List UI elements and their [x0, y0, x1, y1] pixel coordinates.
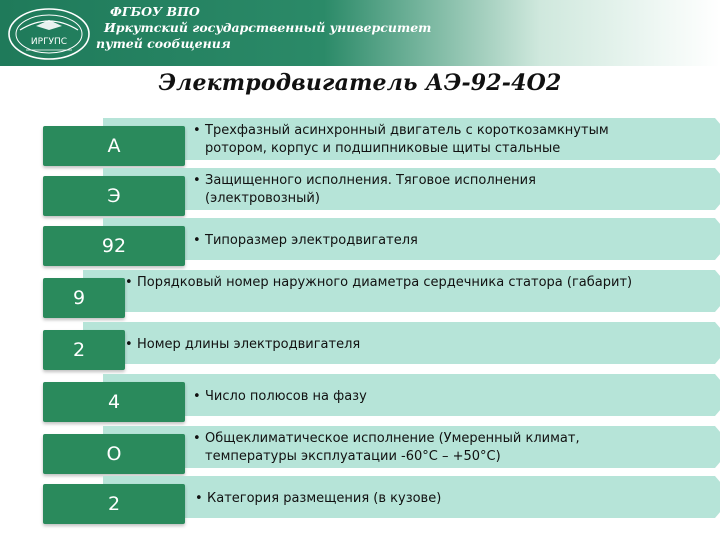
row-text: Общеклиматическое исполнение (Умеренный климат, температуры эксплуатации -60°С – +50°С) — [205, 431, 580, 464]
bullet-icon: • — [193, 173, 201, 188]
row-text: Трехфазный асинхронный двигатель с короткозамкнутым ротором, корпус и подшипниковые щиты стальные — [205, 123, 609, 156]
row-description — [193, 172, 593, 208]
row-code: 4 — [43, 382, 185, 422]
university-logo-icon — [6, 6, 92, 62]
row-text: Категория размещения (в кузове) — [207, 491, 442, 506]
row-text: Порядковый номер наружного диаметра сердечника статора (габарит) — [137, 275, 633, 290]
bullet-icon: • — [125, 337, 133, 352]
decode-row — [43, 374, 693, 424]
row-description — [125, 336, 645, 354]
decode-row — [43, 322, 693, 372]
row-code: А — [43, 126, 185, 166]
row-description — [193, 122, 673, 158]
row-description — [193, 388, 673, 406]
row-text: Типоразмер электродвигателя — [205, 233, 418, 248]
row-description — [193, 430, 663, 466]
decode-row — [43, 218, 693, 268]
bullet-icon: • — [193, 123, 201, 138]
decode-row — [43, 168, 693, 218]
organization-name — [96, 4, 431, 52]
decode-row — [43, 270, 693, 320]
row-description — [193, 232, 673, 250]
row-text: Номер длины электродвигателя — [137, 337, 361, 352]
org-line: ФГБОУ ВПО — [110, 4, 200, 19]
svg-text:ИРГУПС: ИРГУПС — [30, 37, 68, 47]
decode-row — [43, 426, 693, 476]
decode-row — [43, 118, 693, 168]
row-code: 2 — [43, 484, 185, 524]
bullet-icon: • — [193, 233, 201, 248]
bullet-icon: • — [125, 275, 133, 290]
row-description — [125, 274, 645, 292]
page-title: Электродвигатель АЭ-92-4О2 — [158, 70, 562, 96]
org-line: Иркутский государственный университет — [104, 20, 432, 35]
header-bar — [0, 0, 720, 66]
row-description — [195, 490, 675, 508]
row-text: Число полюсов на фазу — [205, 389, 367, 404]
bullet-icon: • — [195, 491, 203, 506]
bullet-icon: • — [193, 431, 201, 446]
row-code: О — [43, 434, 185, 474]
row-code: 9 — [43, 278, 125, 318]
row-text: Защищенного исполнения. Тяговое исполнения (электровозный) — [205, 173, 536, 206]
row-code: 92 — [43, 226, 185, 266]
row-code: Э — [43, 176, 185, 216]
org-line: путей сообщения — [96, 36, 231, 51]
row-code: 2 — [43, 330, 125, 370]
decode-row — [43, 476, 693, 526]
bullet-icon: • — [193, 389, 201, 404]
